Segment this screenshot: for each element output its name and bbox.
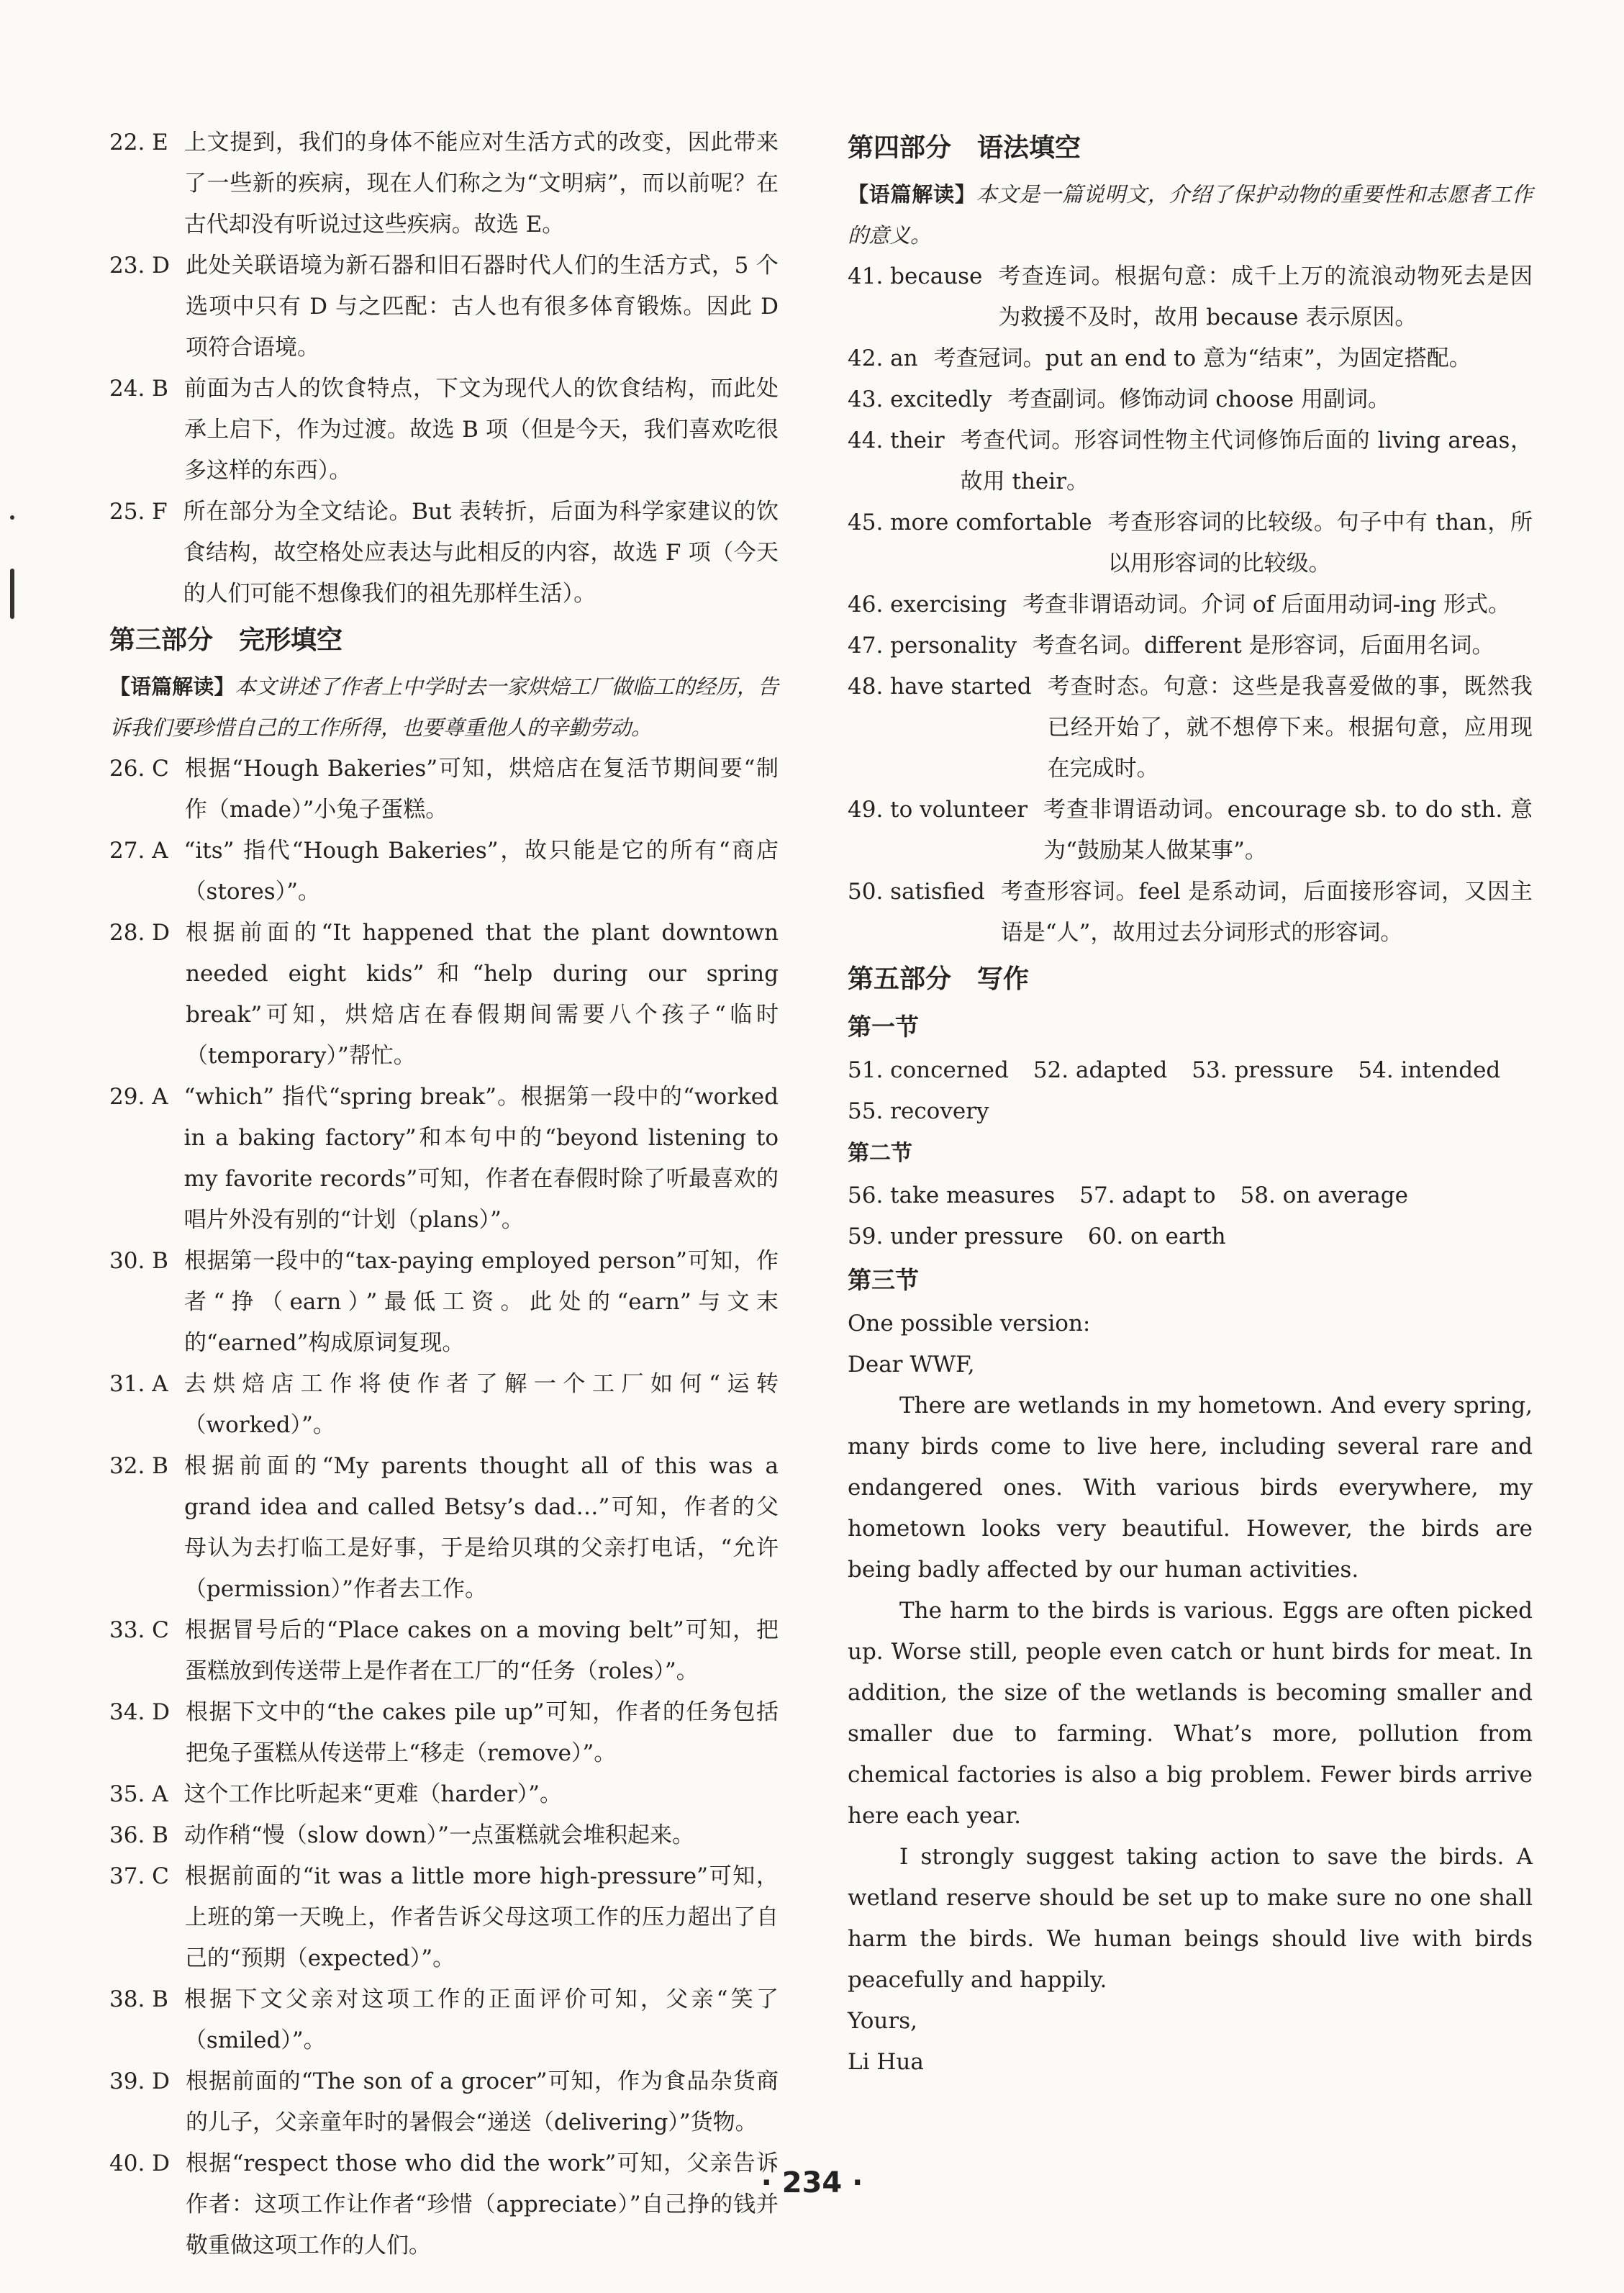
answer-explanation: 考查非谓语动词。介词 of 后面用动词-ing 形式。 — [1022, 592, 1510, 618]
answer-number: 35. A — [109, 1781, 168, 1807]
answer-number: 36. B — [109, 1822, 168, 1848]
answer-item — [848, 338, 1533, 379]
subsection-heading-2: 第二节 — [848, 1141, 912, 1166]
answer-item — [109, 1815, 779, 1856]
passage-analysis-text: 本文讲述了作者上中学时去一家烘焙工厂做临工的经历，告诉我们要珍惜自己的工作所得，也要尊重他人的辛勤劳动。 — [109, 674, 779, 740]
phrase-answer: 57. adapt to — [1079, 1182, 1216, 1208]
answer-item — [848, 666, 1533, 790]
answer-number: 33. C — [109, 1617, 169, 1643]
section-heading-part4 — [848, 125, 1533, 171]
phrase-answer: 60. on earth — [1087, 1224, 1226, 1249]
answer-number: 50. satisfied — [848, 879, 985, 905]
subsection-heading-1: 第一节 — [848, 1013, 919, 1041]
answer-number: 25. F — [109, 499, 168, 525]
vocab-answer: 53. pressure — [1192, 1057, 1334, 1083]
answer-explanation: 这个工作比听起来“更难（harder）”。 — [183, 1781, 563, 1807]
answer-explanation: 根据冒号后的“Place cakes on a moving belt”可知，把蛋糕放到传送带上是作者在工厂的“任务（roles）”。 — [184, 1617, 779, 1684]
vocab-answer: 52. adapted — [1033, 1057, 1168, 1083]
answer-number: 26. C — [109, 756, 169, 782]
vocab-answer-row — [848, 1091, 1533, 1132]
answer-number: 32. B — [109, 1453, 168, 1479]
letter-salutation: Dear WWF, — [848, 1352, 975, 1378]
margin-mark-line — [10, 569, 14, 619]
answer-explanation: 考查连词。根据句意：成千上万的流浪动物死去是因为救援不及时，故用 because 表示原因。 — [998, 263, 1533, 330]
phrase-answer: 59. under pressure — [848, 1224, 1063, 1249]
answer-number: 45. more comfortable — [848, 510, 1092, 535]
answer-number: 29. A — [109, 1084, 168, 1110]
answer-explanation: 考查冠词。put an end to 意为“结束”，为固定搭配。 — [933, 345, 1471, 371]
answer-item — [109, 245, 779, 368]
answer-item — [109, 1241, 779, 1364]
passage-analysis-tag: 【语篇解读】 — [109, 674, 235, 699]
answer-number: 23. D — [109, 253, 171, 279]
answer-number: 28. D — [109, 920, 171, 946]
answer-number: 41. because — [848, 263, 983, 289]
vocab-answer: 54. intended — [1358, 1057, 1501, 1083]
answer-explanation: 考查时态。句意：这些是我喜爱做的事，既然我已经开始了，就不想停下来。根据句意，应用现在完成时。 — [1047, 674, 1533, 782]
answer-number: 39. D — [109, 2068, 171, 2094]
answer-item — [109, 913, 779, 1077]
vocab-answer: 55. recovery — [848, 1098, 989, 1124]
answer-number: 34. D — [109, 1699, 171, 1725]
answer-item — [109, 1364, 779, 1446]
answer-explanation: 根据前面的“My parents thought all of this was a grand idea and called Betsy’s dad…”可知，作者的父母认为去打临工是好事，于是给贝琪的父亲打电话，“允许（permission）”作者去工作。 — [183, 1453, 779, 1602]
answer-number: 24. B — [109, 376, 168, 402]
answer-item — [109, 1979, 779, 2061]
answer-explanation: 根据“respect those who did the work”可知，父亲告诉作者：这项工作让作者“珍惜（appreciate）”自己挣的钱并敬重做这项工作的人们。 — [186, 2150, 779, 2258]
answer-item — [109, 2143, 779, 2266]
answer-explanation: 考查副词。修饰动词 choose 用副词。 — [1007, 386, 1390, 412]
answer-number: 42. an — [848, 345, 918, 371]
section-heading-topic: 语法填空 — [977, 133, 1081, 163]
letter-paragraph-3: I strongly suggest taking action to save the birds. A wetland reserve should be set up to make sure no one shall harm the birds. We human beings should live with birds peacefully and happily. — [848, 1844, 1533, 1993]
letter-closing: Yours, — [848, 2008, 917, 2034]
answer-explanation: 所在部分为全文结论。But 表转折，后面为科学家建议的饮食结构，故空格处应表达与此相反的内容，故选 F 项（今天的人们可能不想像我们的祖先那样生活）。 — [183, 499, 779, 607]
answer-item — [109, 122, 779, 245]
answer-explanation: 考查形容词。feel 是系动词，后面接形容词，又因主语是“人”，故用过去分词形式的形容词。 — [1000, 879, 1533, 946]
passage-analysis — [109, 666, 779, 748]
answer-item — [109, 1077, 779, 1241]
answer-item — [848, 872, 1533, 954]
answer-explanation: 根据前面的“The son of a grocer”可知，作为食品杂货商的儿子，父亲童年时的暑假会“递送（delivering）”货物。 — [186, 2068, 779, 2135]
answer-item — [848, 502, 1533, 584]
answer-number: 22. E — [109, 130, 168, 155]
answer-explanation: 考查形容词的比较级。句子中有 than，所以用形容词的比较级。 — [1107, 510, 1533, 576]
answer-explanation: 考查代词。形容词性物主代词修饰后面的 living areas，故用 their。 — [960, 428, 1533, 494]
answer-explanation: 去烘焙店工作将使作者了解一个工厂如何“运转（worked）”。 — [183, 1371, 779, 1438]
answer-number: 43. excitedly — [848, 386, 992, 412]
section-heading-part: 第三部分 — [109, 625, 214, 655]
phrase-answer: 56. take measures — [848, 1182, 1056, 1208]
sample-letter — [848, 1303, 1533, 2083]
answer-explanation: 考查名词。different 是形容词，后面用名词。 — [1032, 633, 1494, 659]
answer-explanation: 根据“Hough Bakeries”可知，烘焙店在复活节期间要“制作（made）”小兔子蛋糕。 — [184, 756, 779, 823]
answer-item — [848, 379, 1533, 420]
passage-analysis-text: 本文是一篇说明文，介绍了保护动物的重要性和志愿者工作的意义。 — [848, 182, 1533, 248]
answer-item — [848, 625, 1533, 666]
section-heading-part3 — [109, 618, 779, 664]
answer-explanation: 此处关联语境为新石器和旧石器时代人们的生活方式，5 个选项中只有 D 与之匹配：古人也有很多体育锻炼。因此 D 项符合语境。 — [186, 253, 779, 361]
answer-number: 30. B — [109, 1248, 168, 1274]
answer-item — [848, 584, 1533, 625]
answer-explanation: 前面为古人的饮食特点，下文为现代人的饮食结构，而此处承上启下，作为过渡。故选 B 项（但是今天，我们喜欢吃很多这样的东西）。 — [183, 376, 779, 484]
answer-explanation: “its” 指代“Hough Bakeries”，故只能是它的所有“商店（stores）”。 — [183, 838, 779, 905]
subsection-heading-3: 第三节 — [848, 1266, 919, 1294]
answer-number: 40. D — [109, 2150, 171, 2176]
answer-item — [109, 1856, 779, 1979]
answer-number: 46. exercising — [848, 592, 1007, 618]
passage-analysis-tag: 【语篇解读】 — [848, 182, 976, 207]
letter-version-label: One possible version: — [848, 1311, 1091, 1337]
page-number: · 234 · — [761, 2166, 863, 2199]
answer-number: 44. their — [848, 428, 945, 453]
answer-item — [109, 748, 779, 831]
section-heading-topic: 完形填空 — [239, 625, 343, 655]
answer-explanation: 根据前面的“It happened that the plant downtown needed eight kids”和“help during our spring break”可知，烘焙店在春假期间需要八个孩子“临时（temporary）”帮忙。 — [186, 920, 779, 1069]
answer-number: 31. A — [109, 1371, 168, 1397]
answer-item — [109, 368, 779, 492]
letter-paragraph-2: The harm to the birds is various. Eggs are often picked up. Worse still, people even catch or hunt birds for meat. In addition, the size of the wetlands is becoming smaller and smaller due to farming. What’s more, pollution from chemical factories is also a big problem. Fewer birds arrive here each year. — [848, 1598, 1533, 1829]
answer-explanation: 考查非谓语动词。encourage sb. to do sth. 意为“鼓励某人做某事”。 — [1043, 797, 1533, 864]
answer-item — [848, 256, 1533, 338]
margin-mark-dot — [10, 515, 14, 520]
answer-number: 38. B — [109, 1986, 168, 2012]
left-column — [109, 122, 779, 2266]
answer-number: 37. C — [109, 1863, 169, 1889]
answer-explanation: 上文提到，我们的身体不能应对生活方式的改变，因此带来了一些新的疾病，现在人们称之为“文明病”，而以前呢？在古代却没有听说过这些疾病。故选 E。 — [183, 130, 779, 238]
answer-explanation: 根据下文中的“the cakes pile up”可知，作者的任务包括把兔子蛋糕从传送带上“移走（remove）”。 — [186, 1699, 779, 1766]
answer-explanation: 动作稍“慢（slow down）”一点蛋糕就会堆积起来。 — [183, 1822, 695, 1848]
answer-item — [848, 790, 1533, 872]
answer-item — [109, 1610, 779, 1692]
answer-item — [109, 492, 779, 615]
passage-analysis — [848, 174, 1533, 256]
answer-item — [109, 2061, 779, 2143]
section-heading-part: 第五部分 — [848, 964, 952, 994]
answer-number: 27. A — [109, 838, 168, 864]
vocab-answer-row — [848, 1050, 1533, 1091]
answer-explanation: 根据下文父亲对这项工作的正面评价可知，父亲“笑了（smiled）”。 — [183, 1986, 779, 2053]
vocab-answer: 51. concerned — [848, 1057, 1009, 1083]
answer-item — [848, 420, 1533, 502]
answer-explanation: 根据第一段中的“tax-paying employed person”可知，作者“挣（earn）”最低工资。此处的“earn”与文末的“earned”构成原词复现。 — [183, 1248, 779, 1356]
answer-number: 49. to volunteer — [848, 797, 1028, 823]
answer-number: 48. have started — [848, 674, 1032, 700]
answer-number: 47. personality — [848, 633, 1017, 659]
right-column — [848, 122, 1533, 2083]
answer-item — [109, 1774, 779, 1815]
answer-explanation: 根据前面的“it was a little more high-pressure”可知，上班的第一天晚上，作者告诉父母这项工作的压力超出了自己的“预期（expected）”。 — [184, 1863, 779, 1971]
answer-explanation: “which” 指代“spring break”。根据第一段中的“worked in a baking factory”和本句中的“beyond listening to my favorite records”可知，作者在春假时除了听最喜欢的唱片外没有别的“计划（plans）”。 — [183, 1084, 779, 1233]
letter-paragraph-1: There are wetlands in my hometown. And every spring, many birds come to live here, including several rare and endangered ones. With various birds everywhere, my hometown looks very beautiful. However, the birds are being badly affected by our human activities. — [848, 1393, 1533, 1583]
answer-item — [109, 831, 779, 913]
phrase-answer: 58. on average — [1240, 1182, 1408, 1208]
phrase-answer-row — [848, 1216, 1533, 1257]
section-heading-topic: 写作 — [977, 964, 1030, 994]
phrase-answer-row — [848, 1175, 1533, 1216]
answer-item — [109, 1446, 779, 1610]
section-heading-part5 — [848, 956, 1533, 1003]
section-heading-part: 第四部分 — [848, 133, 952, 163]
letter-signature: Li Hua — [848, 2049, 924, 2075]
answer-item — [109, 1692, 779, 1774]
